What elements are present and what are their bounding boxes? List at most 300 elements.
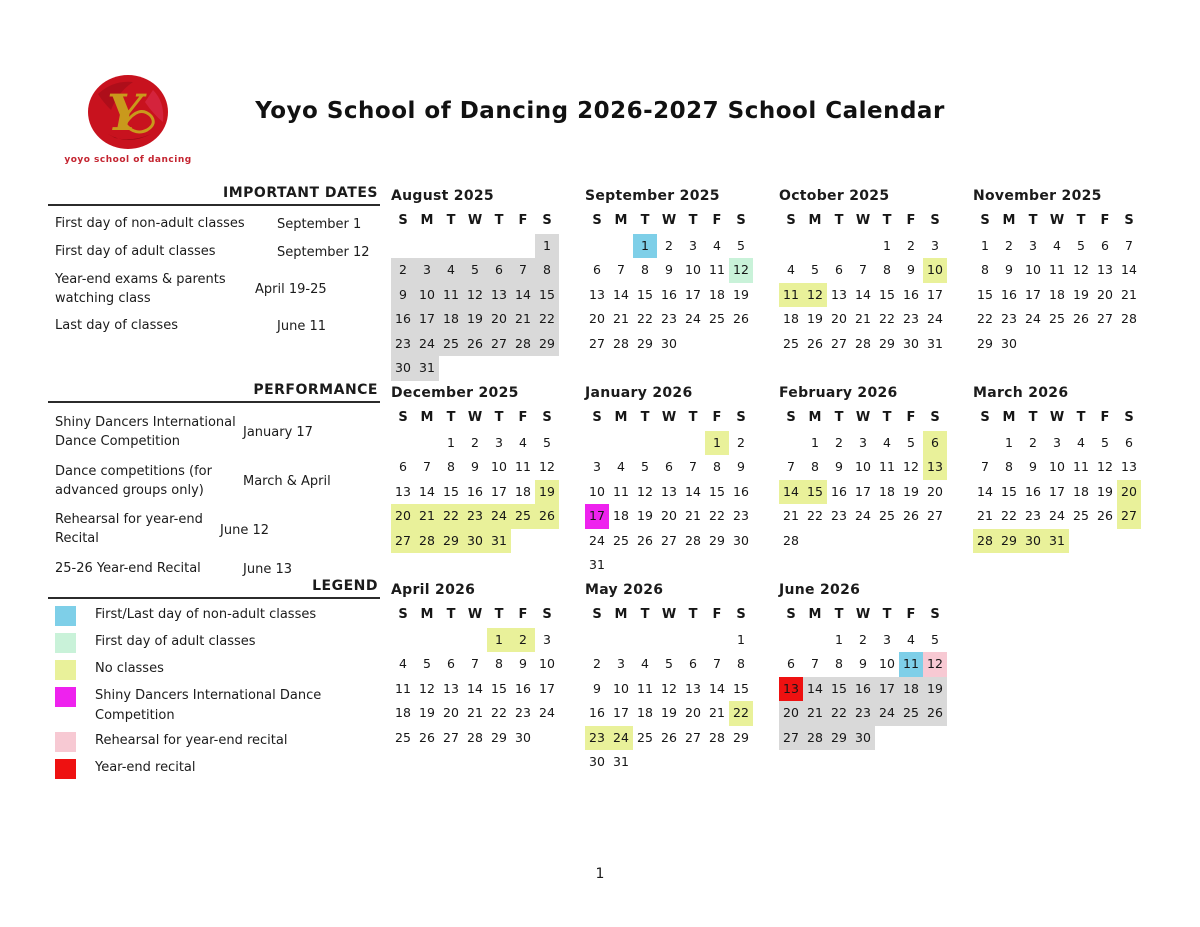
empty-day-cell [633,628,657,653]
day-cell: 31 [1045,529,1069,554]
weekday-header-cell: F [712,607,722,622]
day-cell: 14 [467,680,483,696]
important-date-label: First day of non-adult classes [55,216,245,231]
day-cell: 25 [879,508,895,523]
day-cell: 9 [1029,459,1037,474]
day-cell: 13 [831,286,847,302]
day-cell: 12 [903,459,919,474]
day-cell: 25 [511,504,535,529]
empty-day-cell [705,628,729,653]
day-cell: 25 [783,335,799,351]
day-cell: 11 [899,652,923,677]
weekday-header-cell: M [614,213,628,228]
day-cell: 8 [713,459,721,474]
day-cell: 24 [1049,508,1065,523]
day-cell: 3 [883,631,891,647]
day-cell: 20 [927,483,943,499]
weekday-header-row [973,209,1145,234]
day-cell: 30 [661,335,677,351]
day-cell: 1 [705,431,729,456]
day-cell: 26 [1097,508,1113,523]
month-october-2025 [779,188,951,381]
legend-item [48,758,380,779]
weekday-header-cell: T [834,410,844,425]
empty-day-cell [609,234,633,259]
day-cell: 15 [1001,483,1017,499]
weekday-header-cell: T [640,410,650,425]
day-cell: 21 [803,701,827,726]
day-cell: 1 [1005,434,1013,450]
day-cell: 4 [1077,434,1085,450]
day-cell: 10 [879,656,895,671]
day-cell: 16 [391,307,415,332]
day-cell: 3 [1029,237,1037,253]
day-cell: 7 [981,459,989,474]
day-cell: 24 [415,332,439,357]
performance-section [48,382,380,579]
weekday-header-row [779,406,951,431]
day-cell: 16 [1025,483,1041,499]
day-cell: 8 [1005,459,1013,474]
day-cell: 7 [617,262,625,277]
day-cell: 2 [835,434,843,450]
empty-day-cell [463,628,487,653]
weekday-header-cell: W [467,410,483,425]
day-cell: 22 [491,705,507,720]
month-august-2025 [391,188,563,381]
page-number: 1 [595,866,605,882]
day-cell: 2 [1029,434,1037,450]
weekday-header-cell: S [930,607,940,622]
day-cell: 13 [443,680,459,696]
day-cell: 12 [1073,262,1089,277]
day-cell: 20 [831,311,847,326]
weekday-header-cell: S [398,607,408,622]
weekday-header-cell: M [1002,410,1016,425]
day-cell: 5 [1101,434,1109,450]
months-row-3 [391,582,1167,775]
day-cell: 5 [463,258,487,283]
day-cell: 14 [855,286,871,302]
day-grid [585,234,757,357]
empty-day-cell [851,234,875,259]
day-cell: 23 [831,508,847,523]
day-cell: 18 [899,677,923,702]
day-cell: 28 [973,529,997,554]
day-cell: 26 [1073,311,1089,326]
empty-day-cell [463,234,487,259]
day-cell: 10 [923,258,947,283]
weekday-header-cell: F [1100,213,1110,228]
weekday-header-cell: T [688,607,698,622]
day-cell: 7 [713,656,721,671]
month-june-2026 [779,582,951,775]
day-cell: 2 [471,434,479,450]
day-cell: 10 [685,262,701,277]
empty-day-cell [827,234,851,259]
month-march-2026 [973,385,1145,578]
weekday-header-cell: F [518,213,528,228]
weekday-header-cell: T [688,410,698,425]
day-cell: 7 [1125,237,1133,253]
empty-day-cell [609,431,633,456]
weekday-header-cell: S [398,213,408,228]
day-grid [391,628,563,751]
day-cell: 14 [977,483,993,499]
weekday-header-cell: M [1002,213,1016,228]
day-cell: 3 [859,434,867,450]
day-cell: 30 [851,726,875,751]
day-cell: 4 [907,631,915,647]
day-cell: 9 [907,262,915,277]
performance-label: 25-26 Year-end Recital [55,561,201,577]
important-date-label: Last day of classes [55,318,178,334]
weekday-header-cell: T [1076,213,1086,228]
weekday-header-cell: F [906,410,916,425]
empty-day-cell [779,234,803,259]
weekday-header-cell: T [688,213,698,228]
day-cell: 23 [851,701,875,726]
day-cell: 17 [875,677,899,702]
day-cell: 2 [859,631,867,647]
performance-row [48,414,380,452]
day-cell: 26 [463,332,487,357]
day-cell: 2 [907,237,915,253]
day-cell: 6 [1101,237,1109,253]
day-cell: 22 [879,311,895,326]
day-cell: 28 [415,529,439,554]
day-cell: 28 [685,532,701,548]
day-cell: 29 [709,532,725,548]
day-cell: 10 [415,283,439,308]
legend-item [48,731,380,752]
day-cell: 6 [787,656,795,671]
day-cell: 8 [835,656,843,671]
month-title: October 2025 [779,188,890,204]
day-cell: 18 [395,705,411,720]
day-cell: 22 [827,701,851,726]
performance-date-value: June 12 [220,522,269,538]
day-cell: 6 [835,262,843,277]
day-cell: 16 [903,286,919,302]
day-cell: 1 [633,234,657,259]
day-cell: 21 [977,508,993,523]
weekday-header-cell: W [855,213,871,228]
legend-color-swatch [55,759,76,779]
day-cell: 5 [811,262,819,277]
day-cell: 10 [491,459,507,474]
day-cell: 13 [923,455,947,480]
day-cell: 11 [879,459,895,474]
day-cell: 17 [1025,286,1041,302]
weekday-header-cell: S [786,213,796,228]
day-cell: 13 [779,677,803,702]
day-cell: 25 [709,311,725,326]
weekday-header-cell: W [467,213,483,228]
empty-day-cell [681,431,705,456]
empty-day-cell [803,628,827,653]
day-cell: 21 [415,504,439,529]
day-cell: 21 [467,705,483,720]
empty-day-cell [391,234,415,259]
important-date-row [48,317,380,336]
weekday-header-row [779,209,951,234]
day-cell: 21 [1121,286,1137,302]
day-cell: 27 [831,335,847,351]
day-cell: 2 [1005,237,1013,253]
empty-day-cell [585,234,609,259]
day-cell: 4 [883,434,891,450]
weekday-header-row [391,209,563,234]
weekday-header-cell: W [1049,410,1065,425]
important-date-value: September 1 [277,216,362,232]
day-grid [973,234,1145,357]
day-cell: 11 [637,680,653,696]
weekday-header-cell: M [420,607,434,622]
day-cell: 18 [709,286,725,302]
day-cell: 9 [859,656,867,671]
day-cell: 4 [617,459,625,474]
day-cell: 1 [447,434,455,450]
weekday-header-cell: S [398,410,408,425]
day-cell: 29 [535,332,559,357]
day-cell: 20 [779,701,803,726]
day-cell: 22 [535,307,559,332]
day-cell: 23 [733,508,749,523]
day-cell: 25 [637,729,653,745]
weekday-header-cell: F [518,607,528,622]
day-cell: 14 [1121,262,1137,277]
month-may-2026 [585,582,757,775]
day-cell: 29 [491,729,507,745]
day-cell: 27 [1097,311,1113,326]
day-cell: 26 [733,311,749,326]
day-cell: 23 [903,311,919,326]
day-cell: 28 [1121,311,1137,326]
day-cell: 9 [391,283,415,308]
empty-day-cell [633,431,657,456]
day-cell: 8 [641,262,649,277]
day-cell: 15 [803,480,827,505]
weekday-header-cell: S [930,213,940,228]
empty-day-cell [511,234,535,259]
day-cell: 25 [899,701,923,726]
day-cell: 1 [535,234,559,259]
day-cell: 22 [439,504,463,529]
day-cell: 7 [859,262,867,277]
weekday-header-cell: S [542,213,552,228]
weekday-header-cell: W [661,410,677,425]
day-cell: 6 [593,262,601,277]
weekday-header-cell: S [1124,410,1134,425]
day-cell: 5 [931,631,939,647]
day-cell: 4 [1053,237,1061,253]
day-cell: 29 [439,529,463,554]
performance-row [48,560,380,579]
day-cell: 24 [1025,311,1041,326]
empty-day-cell [657,431,681,456]
day-cell: 5 [543,434,551,450]
day-cell: 30 [733,532,749,548]
weekday-header-cell: M [808,607,822,622]
weekday-header-cell: F [906,607,916,622]
day-cell: 4 [713,237,721,253]
day-cell: 8 [883,262,891,277]
day-cell: 25 [439,332,463,357]
day-cell: 27 [1117,504,1141,529]
day-cell: 13 [589,286,605,302]
day-cell: 19 [463,307,487,332]
day-cell: 9 [519,656,527,671]
day-cell: 8 [535,258,559,283]
day-cell: 21 [709,705,725,720]
day-cell: 30 [903,335,919,351]
day-grid [391,431,563,554]
legend-item [48,659,380,680]
day-cell: 17 [613,705,629,720]
legend-header: LEGEND [48,578,380,599]
month-title: June 2026 [779,582,861,598]
day-cell: 17 [927,286,943,302]
weekday-header-cell: T [882,213,892,228]
day-cell: 25 [395,729,411,745]
day-cell: 23 [661,311,677,326]
empty-day-cell [779,431,803,456]
day-cell: 23 [391,332,415,357]
day-cell: 31 [415,356,439,381]
day-cell: 8 [981,262,989,277]
legend-color-swatch [55,660,76,680]
day-cell: 11 [779,283,803,308]
day-cell: 26 [903,508,919,523]
day-cell: 7 [423,459,431,474]
weekday-header-cell: T [446,607,456,622]
day-cell: 9 [737,459,745,474]
day-cell: 2 [737,434,745,450]
months-row-1 [391,188,1167,381]
empty-day-cell [973,431,997,456]
weekday-header-row [585,406,757,431]
weekday-header-cell: W [661,607,677,622]
empty-day-cell [415,234,439,259]
day-cell: 15 [977,286,993,302]
legend-label: Year-end recital [95,760,196,775]
empty-day-cell [803,234,827,259]
day-cell: 30 [391,356,415,381]
weekday-header-row [391,603,563,628]
weekday-header-cell: T [446,410,456,425]
day-cell: 26 [535,504,559,529]
day-cell: 7 [689,459,697,474]
empty-day-cell [391,431,415,456]
day-cell: 26 [637,532,653,548]
day-cell: 15 [733,680,749,696]
day-cell: 27 [487,332,511,357]
day-cell: 13 [1121,459,1137,474]
weekday-header-cell: T [640,213,650,228]
month-title: January 2026 [585,385,693,401]
day-cell: 29 [879,335,895,351]
day-cell: 25 [1049,311,1065,326]
day-cell: 8 [737,656,745,671]
weekday-header-cell: M [808,410,822,425]
svg-text:Y: Y [107,83,143,142]
day-cell: 10 [539,656,555,671]
weekday-header-cell: F [1100,410,1110,425]
day-cell: 21 [855,311,871,326]
important-date-row [48,215,380,234]
day-cell: 15 [491,680,507,696]
day-cell: 6 [1125,434,1133,450]
day-cell: 11 [515,459,531,474]
empty-day-cell [391,628,415,653]
day-cell: 24 [609,726,633,751]
empty-day-cell [779,628,803,653]
important-date-value: September 12 [277,244,370,260]
day-cell: 15 [535,283,559,308]
day-cell: 28 [709,729,725,745]
weekday-header-cell: S [592,213,602,228]
weekday-header-cell: M [420,213,434,228]
day-cell: 23 [1025,508,1041,523]
day-cell: 22 [1001,508,1017,523]
day-cell: 17 [539,680,555,696]
day-cell: 23 [463,504,487,529]
day-cell: 30 [1021,529,1045,554]
day-cell: 3 [617,656,625,671]
month-title: September 2025 [585,188,720,204]
day-cell: 17 [491,483,507,499]
page-title: Yoyo School of Dancing 2026-2027 School Calendar [255,98,945,124]
day-cell: 23 [1001,311,1017,326]
day-cell: 24 [927,311,943,326]
day-cell: 24 [589,532,605,548]
day-cell: 19 [923,677,947,702]
weekday-header-cell: S [786,607,796,622]
weekday-header-cell: T [882,410,892,425]
day-cell: 13 [395,483,411,499]
day-cell: 9 [665,262,673,277]
day-cell: 19 [661,705,677,720]
day-cell: 3 [1053,434,1061,450]
empty-day-cell [415,628,439,653]
day-cell: 14 [685,483,701,499]
day-cell: 28 [783,532,799,548]
performance-date-value: June 13 [243,561,292,577]
day-cell: 28 [613,335,629,351]
day-cell: 27 [779,726,803,751]
day-cell: 23 [515,705,531,720]
weekday-header-cell: F [518,410,528,425]
day-grid [391,234,563,381]
performance-header: PERFORMANCE [48,382,380,403]
day-cell: 22 [807,508,823,523]
legend-label: First/Last day of non-adult classes [95,607,317,622]
day-cell: 20 [1117,480,1141,505]
day-cell: 20 [443,705,459,720]
day-cell: 20 [391,504,415,529]
weekday-header-cell: S [736,410,746,425]
day-cell: 17 [585,504,609,529]
month-title: February 2026 [779,385,898,401]
day-cell: 15 [879,286,895,302]
month-title: April 2026 [391,582,476,598]
weekday-header-cell: S [980,213,990,228]
day-cell: 12 [637,483,653,499]
month-april-2026 [391,582,563,775]
month-title: March 2026 [973,385,1069,401]
day-cell: 17 [415,307,439,332]
